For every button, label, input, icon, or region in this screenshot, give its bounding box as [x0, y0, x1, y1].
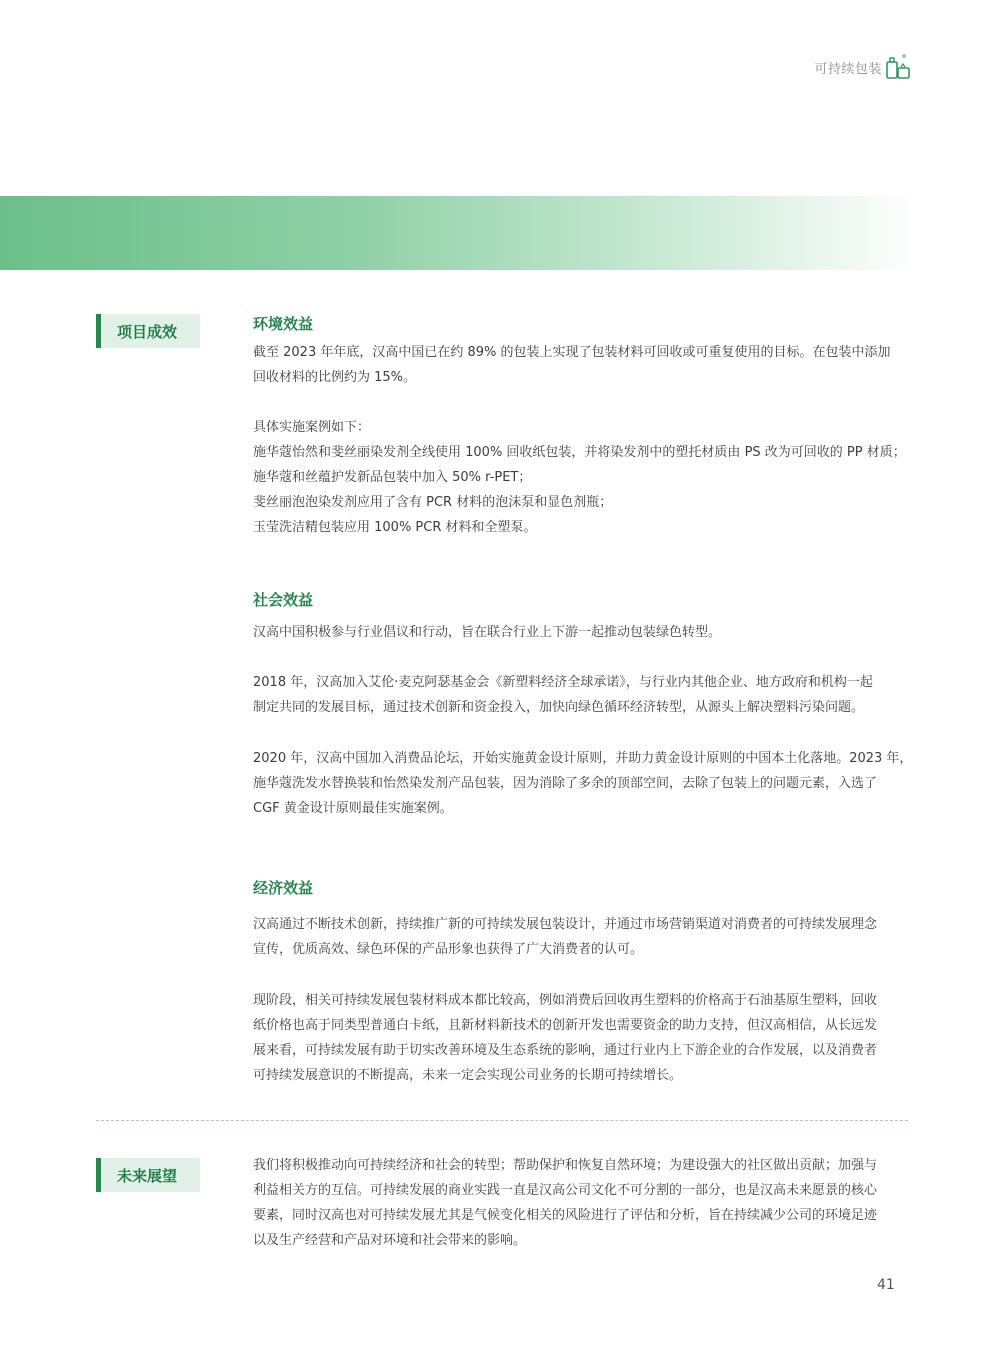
- social-paragraph-2: [253, 670, 908, 720]
- text-line: 截至 2023 年年底，汉高中国已在约 89% 的包装上实现了包装材料可回收或可重复使用的目标。在包装中添加: [253, 345, 891, 360]
- text-line: CGF 黄金设计原则最佳实施案例。: [253, 801, 453, 816]
- page-number: 41: [877, 1277, 895, 1293]
- text-line: 制定共同的发展目标，通过技术创新和资金投入，加快向绿色循环经济转型，从源头上解决塑料污染问题。: [253, 700, 865, 715]
- project-results-tag: 项目成效: [96, 314, 200, 348]
- social-paragraph-3: [253, 746, 913, 821]
- text-line: 以及生产经营和产品对环境和社会带来的影响。: [253, 1233, 527, 1248]
- text-line: 2020 年，汉高中国加入消费品论坛，开始实施黄金设计原则，并助力黄金设计原则的中国本土化落地。2023 年，: [253, 751, 913, 766]
- text-line: 回收材料的比例约为 15%。: [253, 370, 417, 385]
- environment-benefits-title: 环境效益: [253, 315, 314, 333]
- header-section-label: 可持续包装: [814, 62, 882, 77]
- case-item: 玉莹洗洁精包装应用 100% PCR 材料和全塑泵。: [253, 520, 537, 535]
- cases-intro: 具体实施案例如下：: [253, 420, 371, 435]
- sustainable-packaging-icon: [884, 52, 912, 82]
- text-line: 我们将积极推动向可持续经济和社会的转型；帮助保护和恢复自然环境；为建设强大的社区做出贡献；加强与: [253, 1158, 878, 1173]
- case-item: 施华蔻怡然和斐丝丽染发剂全线使用 100% 回收纸包装，并将染发剂中的塑托材质由 PS 改为可回收的 PP 材质；: [253, 445, 906, 460]
- case-item: 施华蔻和丝蕴护发新品包装中加入 50% r-PET；: [253, 470, 532, 485]
- text-line: 汉高中国积极参与行业倡议和行动，旨在联合行业上下游一起推动包装绿色转型。: [253, 625, 722, 640]
- decorative-banner: [0, 196, 1000, 270]
- case-item: 斐丝丽泡泡染发剂应用了含有 PCR 材料的泡沫泵和显色剂瓶；: [253, 495, 613, 510]
- text-line: 2018 年，汉高加入艾伦·麦克阿瑟基金会《新塑料经济全球承诺》，与行业内其他企业、地方政府和机构一起: [253, 675, 873, 690]
- text-line: 可持续发展意识的不断提高，未来一定会实现公司业务的长期可持续增长。: [253, 1068, 683, 1083]
- future-outlook-tag: 未来展望: [96, 1158, 200, 1192]
- social-paragraph-1: [253, 620, 908, 645]
- cases-list: [253, 415, 908, 540]
- section-divider: [96, 1120, 908, 1121]
- text-line: 汉高通过不断技术创新，持续推广新的可持续发展包装设计，并通过市场营销渠道对消费者的可持续发展理念: [253, 917, 878, 932]
- text-line: 展来看，可持续发展有助于切实改善环境及生态系统的影响，通过行业内上下游企业的合作发展，以及消费者: [253, 1043, 878, 1058]
- text-line: 利益相关方的互信。可持续发展的商业实践一直是汉高公司文化不可分割的一部分，也是汉高未来愿景的核心: [253, 1183, 878, 1198]
- future-outlook-paragraph: [253, 1153, 908, 1253]
- environment-paragraph: [253, 340, 908, 390]
- text-line: 施华蔻洗发水替换装和怡然染发剂产品包装，因为消除了多余的顶部空间，去除了包装上的问题元素，入选了: [253, 776, 878, 791]
- economic-paragraph-2: [253, 988, 908, 1088]
- social-benefits-title: 社会效益: [253, 591, 314, 609]
- text-line: 要素，同时汉高也对可持续发展尤其是气候变化相关的风险进行了评估和分析，旨在持续减少公司的环境足迹: [253, 1208, 878, 1223]
- text-line: 宣传，优质高效、绿色环保的产品形象也获得了广大消费者的认可。: [253, 942, 644, 957]
- economic-benefits-title: 经济效益: [253, 879, 314, 897]
- economic-paragraph-1: [253, 912, 908, 962]
- text-line: 纸价格也高于同类型普通白卡纸，且新材料新技术的创新开发也需要资金的助力支持，但汉高相信，从长远发: [253, 1018, 878, 1033]
- text-line: 现阶段，相关可持续发展包装材料成本都比较高，例如消费后回收再生塑料的价格高于石油基原生塑料，回收: [253, 993, 878, 1008]
